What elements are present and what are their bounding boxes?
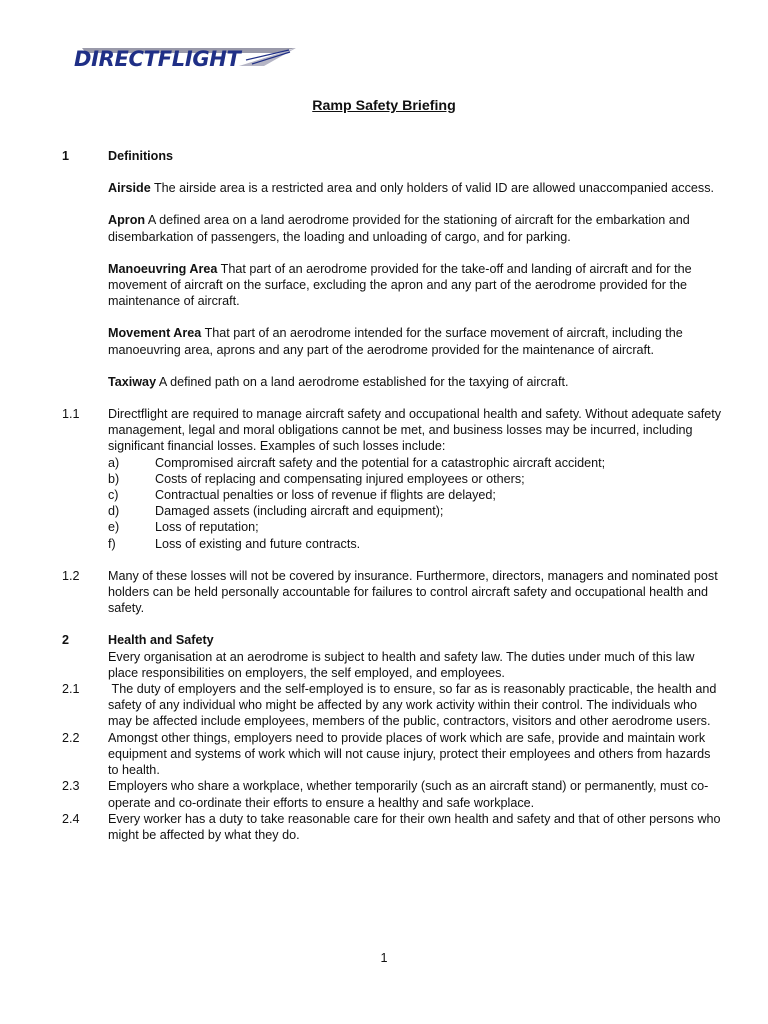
paragraph-text: The duty of employers and the self-employed is to ensure, so far as is reasonably practicable, the health and safety of any individual who might be affected by any work activity within their control. The individuals who may be affected include employees, members of the public, contractors, visitors and other aerodrome users. xyxy=(108,682,720,729)
definition-airside xyxy=(62,180,722,196)
paragraph-number: 1.1 xyxy=(62,407,80,422)
list-item xyxy=(62,519,722,535)
list-item xyxy=(62,455,722,471)
section-2 xyxy=(62,632,722,681)
definition-term: Taxiway xyxy=(108,374,157,389)
list-letter: e) xyxy=(108,520,120,535)
section-heading: Definitions xyxy=(108,149,174,163)
definition-text: A defined area on a land aerodrome provided for the stationing of aircraft for the embarkation and disembarkation of passengers, the loading and unloading of cargo, and for parking. xyxy=(108,213,690,244)
paragraph-number: 2.2 xyxy=(62,730,80,745)
list-text: Loss of reputation; xyxy=(155,520,259,535)
list-letter: a) xyxy=(108,455,120,470)
definition-manoeuvring-area xyxy=(62,261,722,310)
list-item xyxy=(62,471,722,487)
list-item xyxy=(62,503,722,519)
definition-apron xyxy=(62,212,722,244)
section-number: 2 xyxy=(62,633,70,648)
section-intro: Every organisation at an aerodrome is subject to health and safety law. The duties under much of this law place responsibilities on employers, the self employed, and employees. xyxy=(108,649,695,680)
document-body xyxy=(62,148,722,843)
paragraph-2-1 xyxy=(62,681,722,730)
paragraph-text: Amongst other things, employers need to provide places of work which are safe, provide and maintain work equipment and systems of work which will not cause injury, protect their employees and others from hazards to health. xyxy=(108,730,711,778)
list-text: Damaged assets (including aircraft and equipment); xyxy=(155,504,444,519)
section-number: 1 xyxy=(62,149,70,163)
paragraph-number: 2.3 xyxy=(62,779,80,794)
logo-wordmark: DIRECTFLIGHT xyxy=(74,47,241,71)
paragraph-1-1 xyxy=(62,406,722,552)
paragraph-number: 1.2 xyxy=(62,568,80,583)
definition-term: Manoeuvring Area xyxy=(108,261,218,276)
definition-term: Airside xyxy=(108,181,151,196)
list-item xyxy=(62,536,722,552)
list-letter: b) xyxy=(108,471,120,486)
paragraph-number: 2.4 xyxy=(62,811,80,826)
paragraph-2-4 xyxy=(62,811,722,843)
paragraph-text: Employers who share a workplace, whether temporarily (such as an aircraft stand) or permanently, must co-operate and co-ordinate their efforts to ensure a healthy and safe workplace. xyxy=(108,779,709,810)
list-text: Costs of replacing and compensating injured employees or others; xyxy=(155,471,525,486)
paragraph-2-3 xyxy=(62,778,722,810)
paragraph-text: Every worker has a duty to take reasonable care for their own health and safety and that of other persons who might be affected by what they do. xyxy=(108,811,721,842)
definition-text: That part of an aerodrome provided for the take-off and landing of aircraft and for the movement of aircraft on the surface, excluding the apron and any part of the aerodrome provided for the maintenance of aircraft. xyxy=(108,261,692,309)
directflight-logo xyxy=(74,44,304,74)
section-1 xyxy=(62,148,722,164)
list-letter: f) xyxy=(108,536,116,551)
definition-term: Movement Area xyxy=(108,326,202,341)
page-number: 1 xyxy=(380,951,388,965)
paragraph-number: 2.1 xyxy=(62,682,80,697)
definition-movement-area xyxy=(62,325,722,357)
paragraph-text: Directflight are required to manage aircraft safety and occupational health and safety. Without adequate safety management, legal and moral obligations cannot be met, and business losses may be incurred, including significant financial losses. Examples of such losses include: xyxy=(108,407,722,454)
paragraph-1-2 xyxy=(62,568,722,617)
list-text: Contractual penalties or loss of revenue if flights are delayed; xyxy=(155,488,496,503)
paragraph-2-2 xyxy=(62,730,722,779)
definition-text: A defined path on a land aerodrome established for the taxying of aircraft. xyxy=(156,374,569,389)
paragraph-text: Many of these losses will not be covered by insurance. Furthermore, directors, managers and nominated post holders can be held personally accountable for failures to control aircraft safety and occupational health and safety. xyxy=(108,568,718,616)
section-heading: Health and Safety xyxy=(108,633,214,648)
list-text: Compromised aircraft safety and the potential for a catastrophic aircraft accident; xyxy=(155,455,606,470)
definition-text: That part of an aerodrome intended for the surface movement of aircraft, including the manoeuvring area, aprons and any part of the aerodrome provided for the maintenance of aircraft. xyxy=(108,326,683,357)
definition-text: The airside area is a restricted area and only holders of valid ID are allowed unaccompanied access. xyxy=(150,181,714,196)
list-letter: d) xyxy=(108,504,120,519)
page-title: Ramp Safety Briefing xyxy=(312,98,456,114)
definition-term: Apron xyxy=(108,213,146,228)
list-text: Loss of existing and future contracts. xyxy=(155,536,361,551)
list-item xyxy=(62,487,722,503)
list-letter: c) xyxy=(108,488,119,503)
definition-taxiway xyxy=(62,374,722,390)
